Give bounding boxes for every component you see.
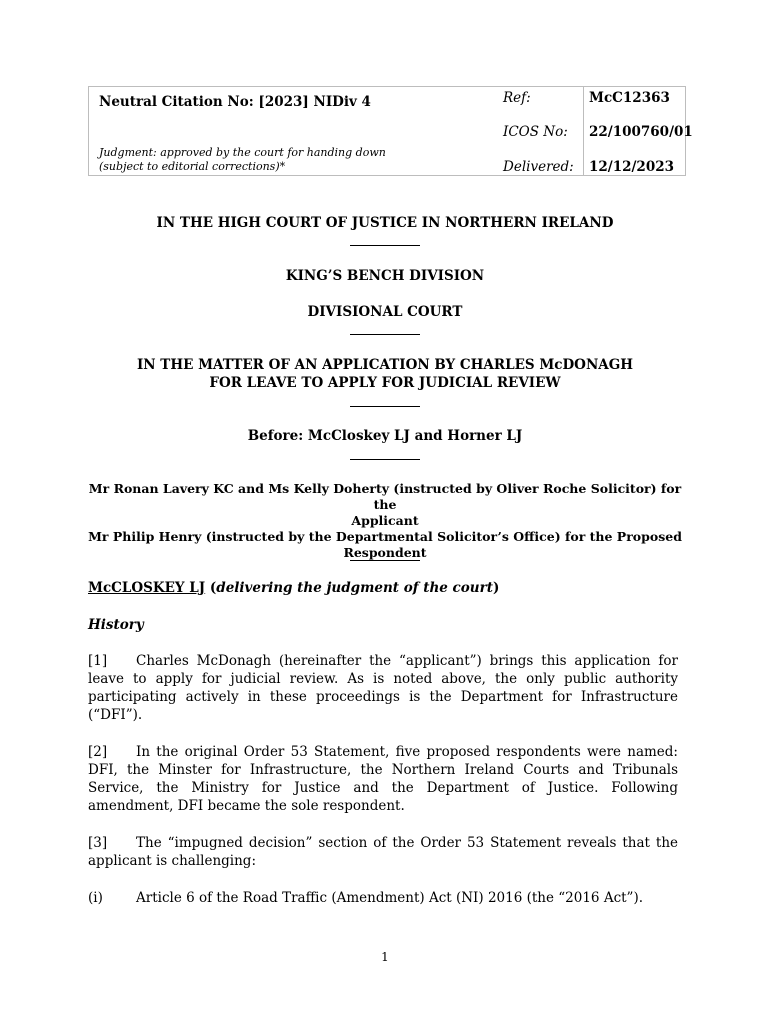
neutral-citation: Neutral Citation No: [2023] NIDiv 4 bbox=[99, 94, 371, 110]
separator-rule bbox=[350, 459, 420, 460]
judge-heading: McCLOSKEY LJ (delivering the judgment of the court) bbox=[88, 580, 500, 596]
matter-title: IN THE MATTER OF AN APPLICATION BY CHARLES McDONAGH FOR LEAVE TO APPLY FOR JUDICIAL REVIEW bbox=[136, 357, 634, 391]
citation-header-box bbox=[88, 86, 693, 176]
ref-value: McC12363 bbox=[589, 90, 670, 106]
page-number: 1 bbox=[381, 950, 389, 964]
counsel-list: Mr Ronan Lavery KC and Ms Kelly Doherty (instructed by Oliver Roche Solicitor) for the Applicant Mr Philip Henry (instructed by the Departmental Solicitor’s Office) for the Proposed Respondent bbox=[88, 481, 682, 560]
ref-label: Ref: bbox=[503, 90, 531, 106]
separator-rule bbox=[350, 560, 420, 561]
paragraph: [1] Charles McDonagh (hereinafter the “applicant”) brings this application for leave to apply for judicial review. As is noted above, the only public authority participating actively in these proceedings is the Department for Infrastructure (“DFI”). bbox=[88, 653, 678, 723]
header-divider bbox=[583, 87, 584, 175]
paragraph: [3] The “impugned decision” section of the Order 53 Statement reveals that the applicant is challenging: bbox=[88, 835, 678, 869]
approval-note: Judgment: approved by the court for handing down (subject to editorial corrections)* bbox=[99, 146, 386, 173]
court-type: DIVISIONAL COURT bbox=[307, 304, 463, 320]
icos-value: 22/100760/01 bbox=[589, 124, 693, 140]
separator-rule bbox=[350, 334, 420, 335]
court-title: IN THE HIGH COURT OF JUSTICE IN NORTHERN IRELAND bbox=[156, 215, 614, 231]
delivered-value: 12/12/2023 bbox=[589, 159, 675, 175]
separator-rule bbox=[350, 406, 420, 407]
division-title: KING’S BENCH DIVISION bbox=[285, 268, 485, 284]
delivered-label: Delivered: bbox=[503, 159, 574, 175]
separator-rule bbox=[350, 245, 420, 246]
before-judges: Before: McCloskey LJ and Horner LJ bbox=[247, 428, 523, 444]
paragraph: [2] In the original Order 53 Statement, five proposed respondents were named: DFI, the Minster for Infrastructure, the Northern Ireland Courts and Tribunals Service, the Ministry for Justice and the Department of Justice. Following amendment, DFI became the sole respondent. bbox=[88, 744, 678, 814]
section-heading: History bbox=[88, 617, 144, 633]
list-item: (i) Article 6 of the Road Traffic (Amendment) Act (NI) 2016 (the “2016 Act”). bbox=[88, 890, 644, 906]
icos-label: ICOS No: bbox=[503, 124, 568, 140]
